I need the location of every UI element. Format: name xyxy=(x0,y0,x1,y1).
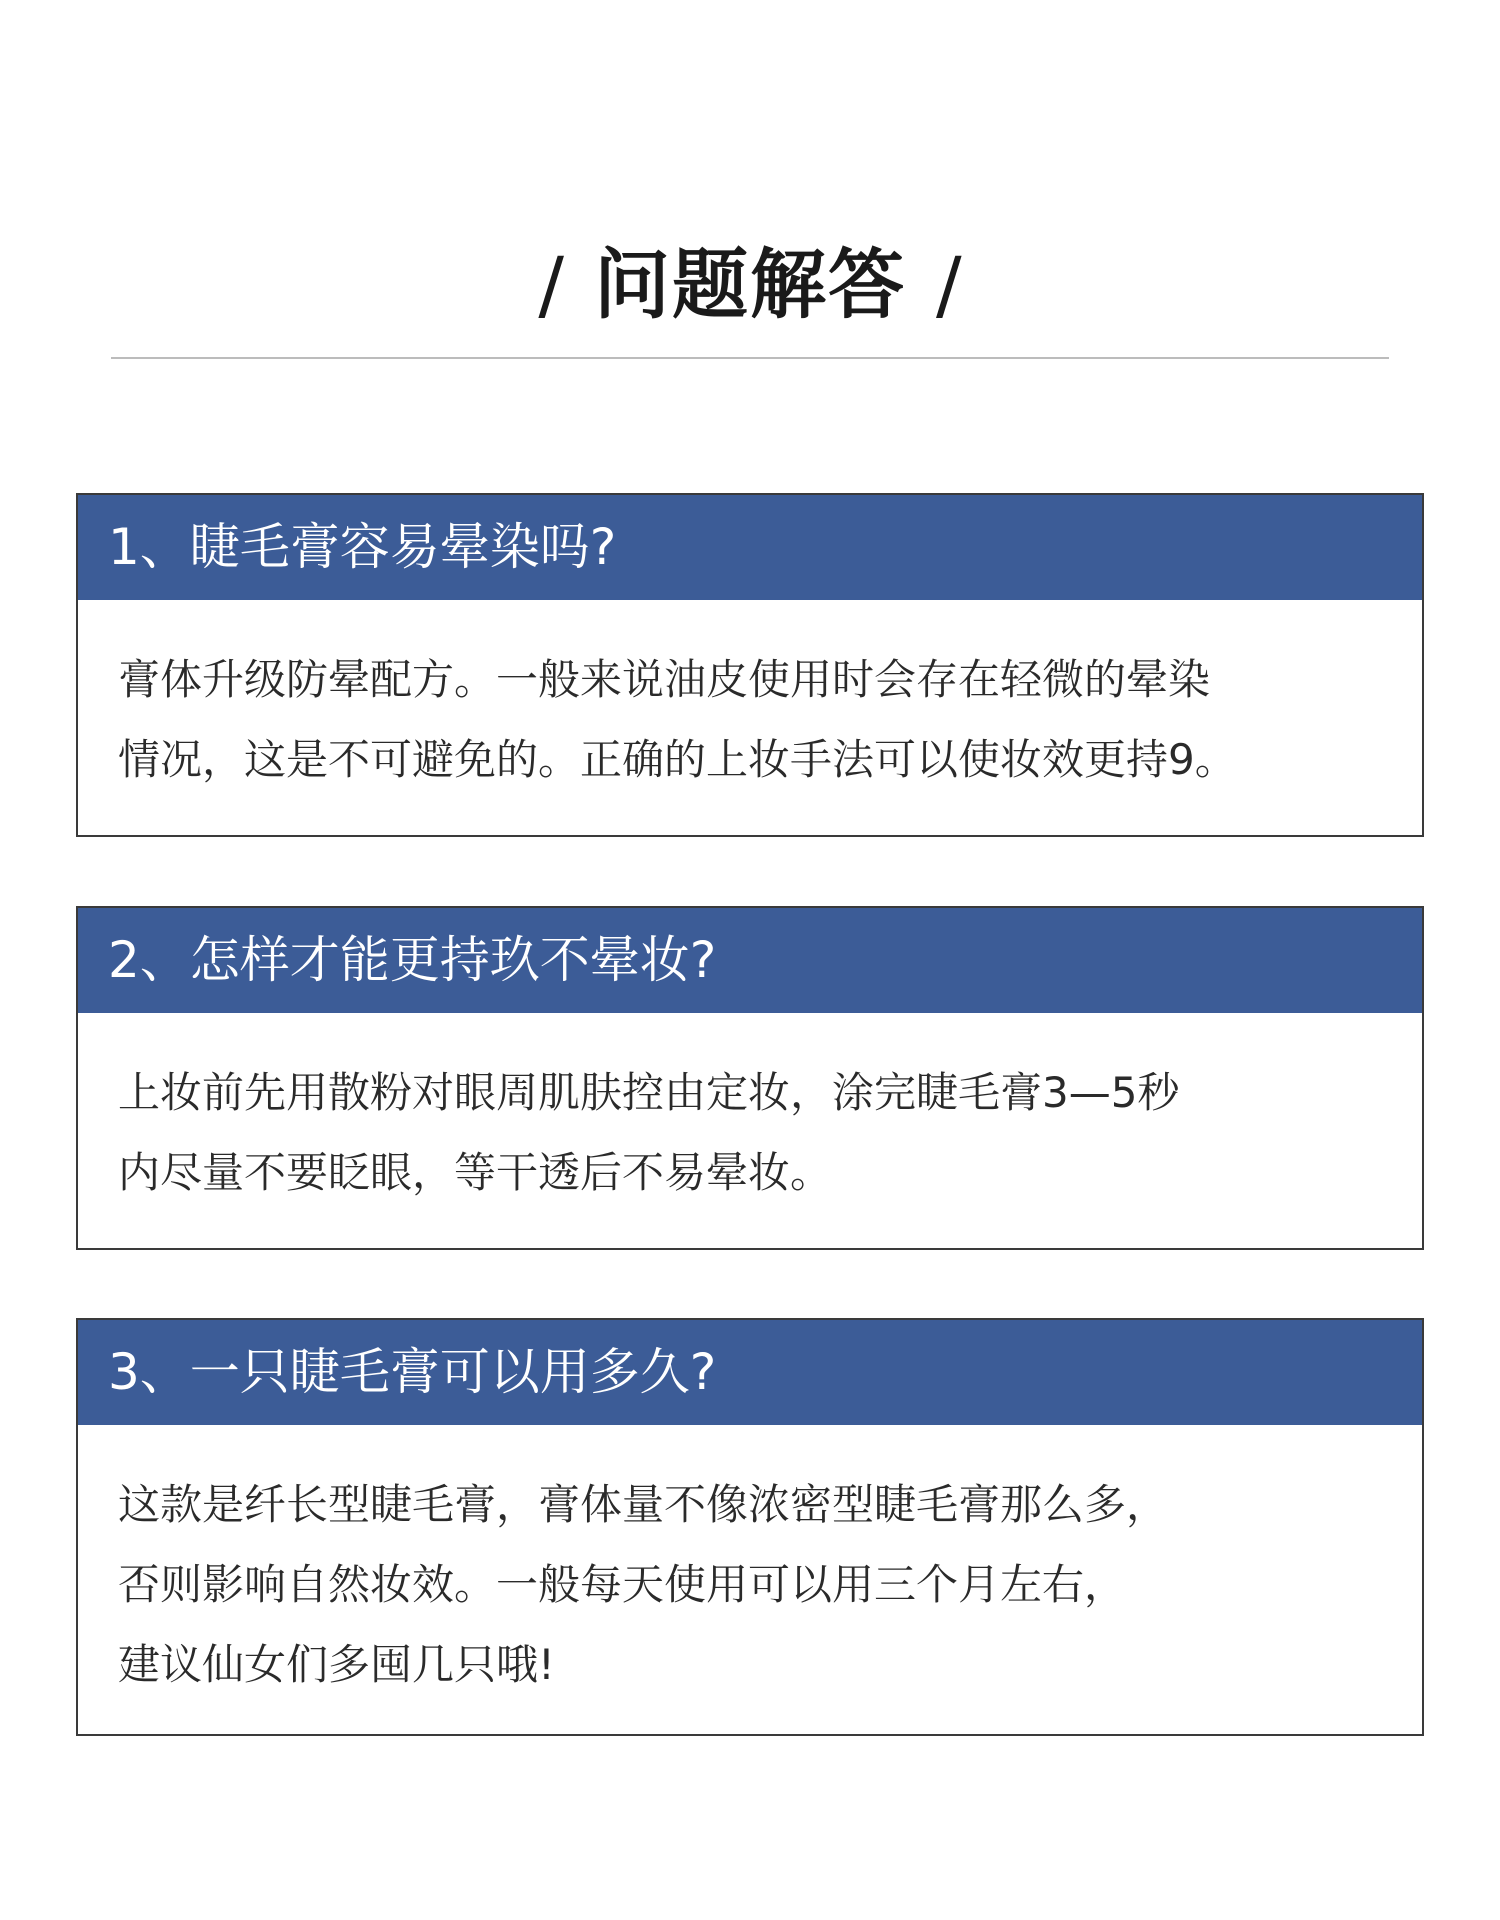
title-divider xyxy=(111,357,1389,359)
faq-card-1 xyxy=(76,493,1424,837)
page-title: 问题解答 xyxy=(594,240,906,329)
faq-answer xyxy=(78,1013,1422,1213)
faq-answer-line: 内尽量不要眨眼，等干透后不易晕妆。 xyxy=(118,1148,833,1197)
page-header xyxy=(0,235,1500,335)
faq-question-bar xyxy=(78,495,1422,600)
faq-question: 1、睫毛膏容易晕染吗? xyxy=(108,518,617,576)
faq-question: 2、怎样才能更持玖不晕妆? xyxy=(108,931,717,989)
faq-answer xyxy=(78,1425,1422,1705)
faq-card-2 xyxy=(76,906,1424,1250)
faq-question-bar xyxy=(78,1320,1422,1425)
faq-question-bar xyxy=(78,908,1422,1013)
faq-card-3 xyxy=(76,1318,1424,1736)
faq-answer-line: 情况，这是不可避免的。正确的上妆手法可以使妆效更持9。 xyxy=(118,735,1237,784)
title-slash-left: / xyxy=(538,240,564,329)
faq-answer xyxy=(78,600,1422,800)
faq-answer-line: 这款是纤长型睫毛膏，膏体量不像浓密型睫毛膏那么多， xyxy=(118,1480,1169,1529)
faq-answer-line: 建议仙女们多囤几只哦! xyxy=(118,1640,555,1689)
faq-question: 3、一只睫毛膏可以用多久? xyxy=(108,1343,717,1401)
title-slash-right: / xyxy=(936,240,962,329)
faq-answer-line: 膏体升级防晕配方。一般来说油皮使用时会存在轻微的晕染 xyxy=(118,655,1211,704)
faq-answer-line: 上妆前先用散粉对眼周肌肤控由定妆，涂完睫毛膏3—5秒 xyxy=(118,1068,1180,1117)
faq-answer-line: 否则影响自然妆效。一般每天使用可以用三个月左右， xyxy=(118,1560,1127,1609)
